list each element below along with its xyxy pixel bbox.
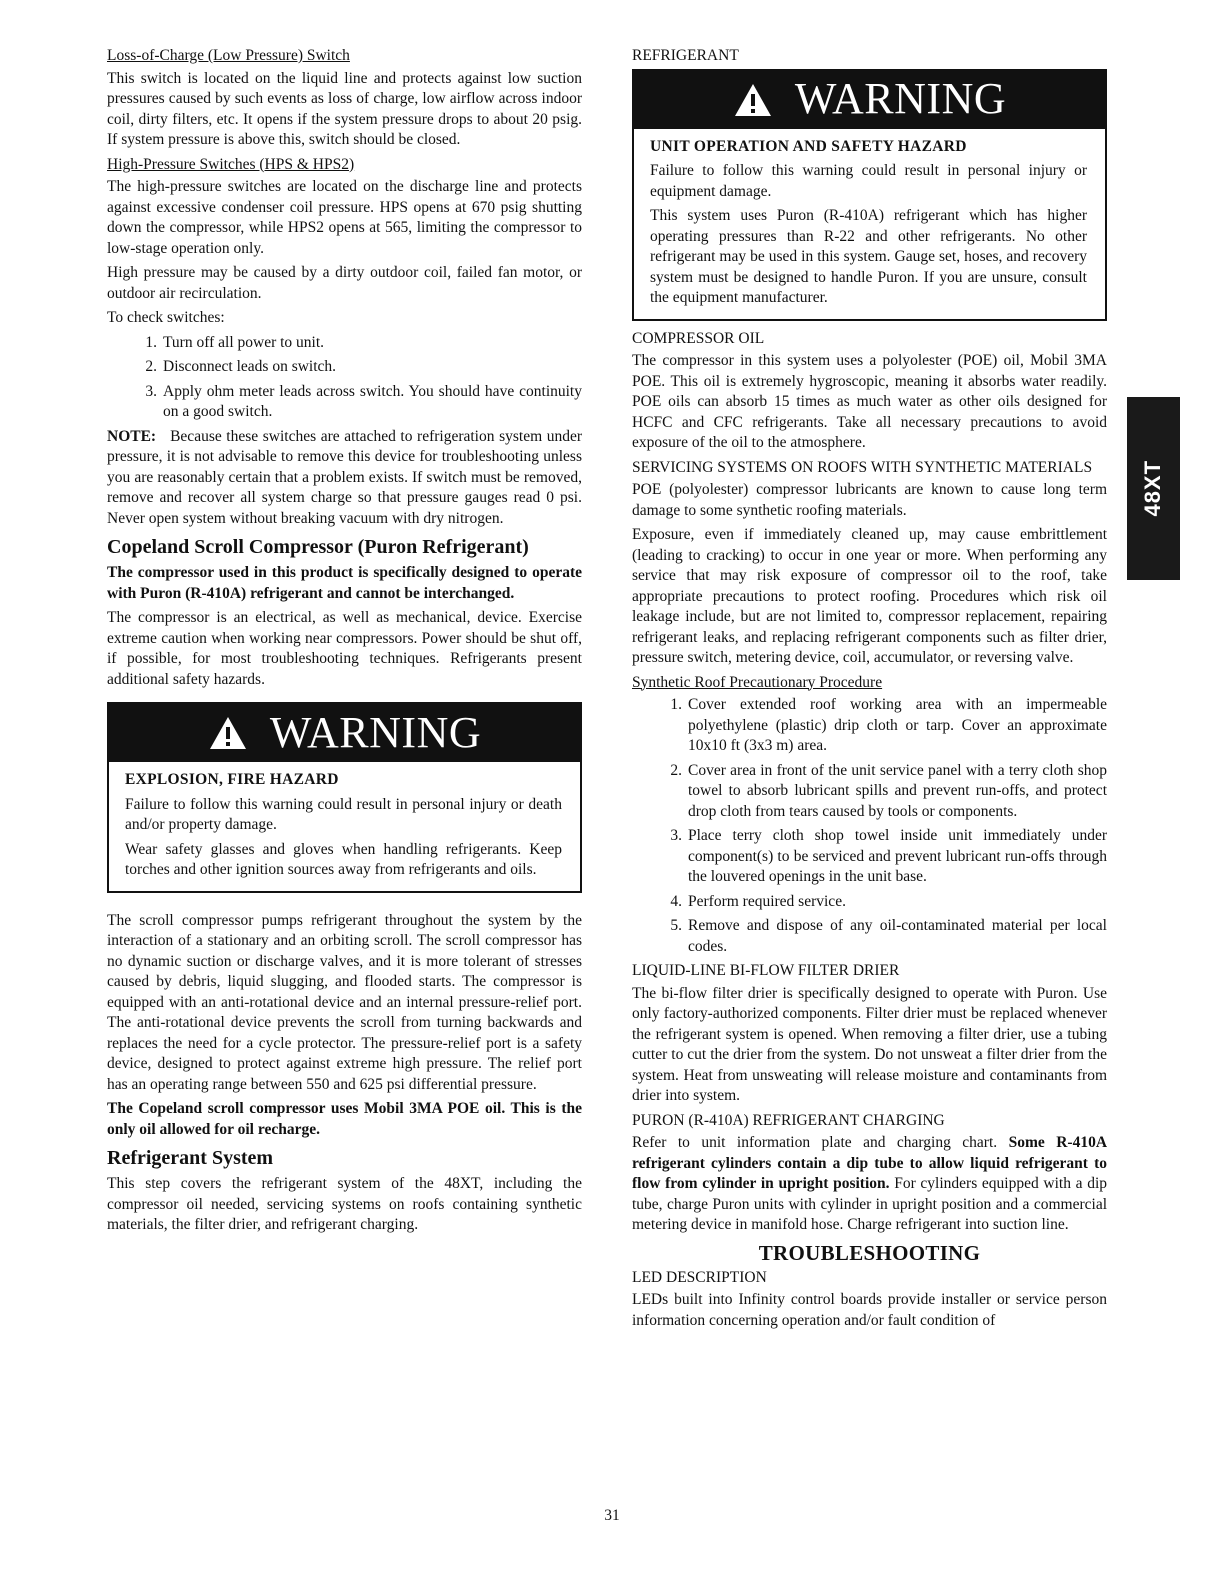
- synthetic-roof-steps: [632, 695, 1107, 957]
- warning-text-2: This system uses Puron (R-410A) refrigerant which has higher operating pressures than R-22 and other refrigerants. No other refrigerant may be used in this system. Gauge set, hoses, and recovery system must be designed to handle Puron. If you are unsure, consult the equipment manufacturer.: [650, 207, 1087, 306]
- warning-text-1: Failure to follow this warning could result in personal injury or equipment damage.: [650, 162, 1087, 200]
- explosion-warning-box: [107, 702, 582, 893]
- note-label: NOTE:: [107, 427, 157, 445]
- warning-text-2: Wear safety glasses and gloves when handling refrigerants. Keep torches and other ignition sources away from refrigerants and oils.: [125, 840, 562, 878]
- list-item: 1. Turn off all power to unit.: [145, 333, 325, 351]
- synthetic-roof-heading: Synthetic Roof Precautionary Procedure: [632, 673, 883, 691]
- check-steps-list: [107, 333, 582, 423]
- filter-drier-text: The bi-flow filter drier is specifically designed to operate with Puron. Use only factory-authorized components. Filter drier must be replaced whenever the refrigerant system is opened. When removing a filter drier, use a tubing cutter to cut the drier from the system. Do not unsweat a filter drier from the system. Heat from unsweating will release moisture and contaminants from drier into system.: [632, 984, 1107, 1104]
- loc-switch-heading: Loss-of-Charge (Low Pressure) Switch: [107, 47, 350, 64]
- page-number: 31: [604, 1507, 620, 1524]
- note-text: Because these switches are attached to refrigeration system under pressure, it is not advisable to remove this device for troubleshooting unless you are reasonably certain that a problem exists. If switch must be removed, remove and recover all system charge so that pressure gauges read 0 psi. Never open system without breaking vacuum with dry nitrogen.: [107, 427, 582, 527]
- warning-header: [109, 704, 580, 762]
- led-description-text: LEDs built into Infinity control boards provide installer or service person information concerning operation and/or fault condition of: [632, 1291, 1107, 1329]
- warning-triangle-icon: [208, 715, 248, 751]
- warning-triangle-icon: [733, 82, 773, 118]
- charging-text-bold: Some R-410A refrigerant cylinders contain a dip tube to allow liquid refrigerant to flow from cylinder in upright position.: [632, 1134, 1108, 1192]
- copeland-text: The compressor is an electrical, as well as mechanical, device. Exercise extreme caution when working near compressors. Power should be shut off, if possible, for most troubleshooting techniques. Refrigerants present additional safety hazards.: [107, 609, 582, 688]
- troubleshooting-heading: TROUBLESHOOTING: [758, 1240, 981, 1265]
- note-block: [107, 427, 582, 530]
- warning-title: UNIT OPERATION AND SAFETY HAZARD: [650, 137, 967, 155]
- side-tab: [1127, 397, 1180, 580]
- list-item: 3. Apply ohm meter leads across switch. You should have continuity on a good switch.: [145, 382, 582, 420]
- charging-text-pre: Refer to unit information plate and charging chart.: [632, 1134, 998, 1151]
- left-column: [107, 46, 582, 1240]
- led-description-heading: LED DESCRIPTION: [632, 1268, 767, 1286]
- hps-text: The high-pressure switches are located on the discharge line and protects against excessive condenser coil pressure. HPS opens at 670 psig shutting down the compressor, while HPS2 opens at 565, limiting the compressor to low-stage operation only.: [107, 178, 582, 257]
- warning-label: WARNING: [269, 707, 482, 757]
- list-item: 3. Place terry cloth shop towel inside unit immediately under component(s) to be serviced and prevent lubricant run-offs through the louvered openings in the unit base.: [670, 827, 1107, 885]
- list-item: 4. Perform required service.: [670, 892, 846, 910]
- list-item: 1. Cover extended roof working area with an impermeable polyethylene (plastic) drip cloth or tarp. Cover an approximate 10x10 ft (3x3 m) area.: [670, 696, 1107, 754]
- charging-heading: PURON (R-410A) REFRIGERANT CHARGING: [632, 1111, 945, 1129]
- copeland-heading: Copeland Scroll Compressor (Puron Refrigerant): [107, 536, 529, 558]
- refrigerant-system-heading: Refrigerant System: [107, 1147, 274, 1169]
- roof-text-2: Exposure, even if immediately cleaned up, may cause embrittlement (leading to cracking) to occur in one year or more. When performing any service that may risk exposure of compressor oil to the roof, take appropriate precautions to protect roofing. Procedures which risk oil leakage include, but are not limited to, compressor replacement, repairing refrigerant leaks, and replacing refrigerant components such as filter drier, pressure switch, metering device, coil, accumulator, or reversing valve.: [632, 526, 1107, 666]
- roof-text-1: POE (polyolester) compressor lubricants are known to cause long term damage to some synthetic roofing materials.: [632, 481, 1107, 519]
- warning-header: [634, 71, 1105, 129]
- scroll-text: The scroll compressor pumps refrigerant throughout the system by the interaction of a stationary and an orbiting scroll. The scroll compressor has no dynamic suction or discharge valves, and it is more tolerant of stresses caused by debris, liquid slugging, and flooded starts. The compressor is equipped with an anti-rotational device and an internal pressure-relief port. The anti-rotational device prevents the scroll from turning backwards and replaces the need for a cycle protector. The pressure-relief port is a safety device, designed to protect against extreme high pressure. The relief port has an operating range between 550 and 625 psi differential pressure.: [107, 911, 582, 1093]
- charging-text: [632, 1133, 1107, 1236]
- list-item: 2. Disconnect leads on switch.: [145, 358, 337, 375]
- high-pressure-cause: High pressure may be caused by a dirty outdoor coil, failed fan motor, or outdoor air recirculation.: [107, 264, 582, 302]
- charging-text-post: For cylinders equipped with a dip tube, charge Puron units with cylinder in upright position and a commercial metering device in manifold hose. Charge refrigerant into suction line.: [632, 1175, 1108, 1233]
- warning-text-1: Failure to follow this warning could result in personal injury or death and/or property damage.: [125, 795, 562, 833]
- roof-servicing-heading: SERVICING SYSTEMS ON ROOFS WITH SYNTHETIC MATERIALS: [632, 458, 1093, 476]
- loc-switch-text: This switch is located on the liquid line and protects against low suction pressures caused by such events as loss of charge, low airflow across indoor coil, dirty filters, etc. It opens if the system pressure drops to about 20 psig. If system pressure is above this, switch should be closed.: [107, 69, 582, 148]
- side-tab-label: 48XT: [1140, 460, 1166, 517]
- oil-bold-text: The Copeland scroll compressor uses Mobil 3MA POE oil. This is the only oil allowed for oil recharge.: [107, 1100, 582, 1138]
- right-column: [632, 46, 1107, 1335]
- filter-drier-heading: LIQUID-LINE BI-FLOW FILTER DRIER: [632, 962, 900, 979]
- warning-title: EXPLOSION, FIRE HAZARD: [125, 771, 339, 788]
- list-item: 2. Cover area in front of the unit service panel with a terry cloth shop towel to absorb lubricant spills and prevent run-offs, and protect drop cloth from tears caused by tools or components.: [670, 761, 1107, 820]
- refrigerant-system-text: This step covers the refrigerant system of the 48XT, including the compressor oil needed, servicing systems on roofs containing synthetic materials, the filter drier, and refrigerant charging.: [107, 1175, 582, 1233]
- copeland-bold-text: The compressor used in this product is specifically designed to operate with Puron (R-410A) refrigerant and cannot be interchanged.: [107, 564, 582, 602]
- compressor-oil-heading: COMPRESSOR OIL: [632, 329, 765, 347]
- compressor-oil-text: The compressor in this system uses a polyolester (POE) oil, Mobil 3MA POE. This oil is extremely hygroscopic, meaning it absorbs water readily. POE oils can absorb 15 times as much water as other oils designed for HCFC and CFC refrigerants. Take all necessary precautions to avoid exposure of the oil to the atmosphere.: [632, 352, 1107, 451]
- refrigerant-heading: REFRIGERANT: [632, 47, 739, 64]
- check-switches-intro: To check switches:: [107, 309, 225, 326]
- warning-label: WARNING: [794, 74, 1007, 124]
- list-item: 5. Remove and dispose of any oil-contaminated material per local codes.: [670, 917, 1107, 955]
- unit-operation-warning-box: [632, 69, 1107, 321]
- hps-heading: High-Pressure Switches (HPS & HPS2): [107, 155, 355, 173]
